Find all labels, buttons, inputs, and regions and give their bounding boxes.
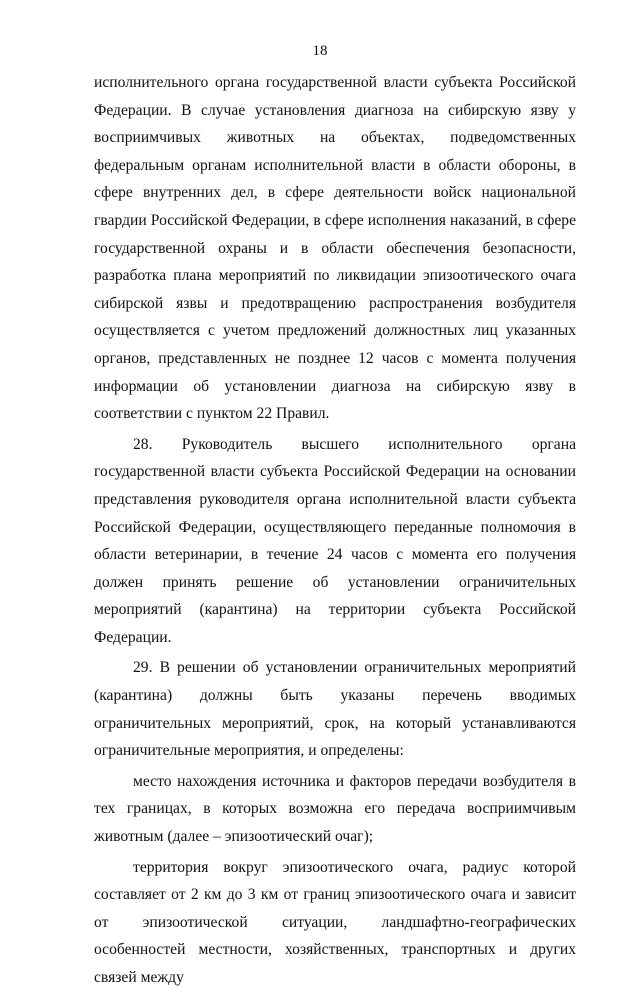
paragraph-continuation: исполнительного органа государственной власти субъекта Российской Федерации. В случае установления диагноза на сибирскую язву у восприимчивых животных на объектах, подведомственных федеральным органам исполнительной власти в области обороны, в сфере внутренних дел, в сфере деятельности войск национальной гвардии Российской Федерации, в сфере исполнения наказаний, в сфере государственной охраны и в области обеспечения безопасности, разработка плана мероприятий по ликвидации эпизоотического очага сибирской язвы и предотвращению распространения возбудителя осуществляется с учетом предложений должностных лиц указанных органов, представленных не позднее 12 часов с момента получения информации об установлении диагноза на сибирскую язву в соответствии с пунктом 22 Правил. xyxy=(94,74,576,423)
page-number: 18 xyxy=(312,43,328,59)
document-body xyxy=(94,69,576,992)
paragraph-29-item-source-location: место нахождения источника и факторов передачи возбудителя в тех границах, в которых возможна его передача восприимчивым животным (далее – эпизоотический очаг); xyxy=(94,772,576,846)
paragraph-29: 29. В решении об установлении ограничительных мероприятий (карантина) должны быть указаны перечень вводимых ограничительных мероприятий, срок, на который устанавливаются ограничительные мероприятия, и определены: xyxy=(94,659,576,760)
paragraph-28: 28. Руководитель высшего исполнительного органа государственной власти субъекта Российской Федерации на основании представления руководителя органа исполнительной власти субъекта Российской Федерации, осуществляющего переданные полномочия в области ветеринарии, в течение 24 часов с момента его получения должен принять решение об установлении ограничительных мероприятий (карантина) на территории субъекта Российской Федерации. xyxy=(94,435,576,646)
paragraph-29-item-territory: территория вокруг эпизоотического очага, радиус которой составляет от 2 км до 3 км от границ эпизоотического очага и зависит от эпизоотической ситуации, ландшафтно-географических особенностей местности, хозяйственных, транспортных и других связей между xyxy=(94,858,576,986)
